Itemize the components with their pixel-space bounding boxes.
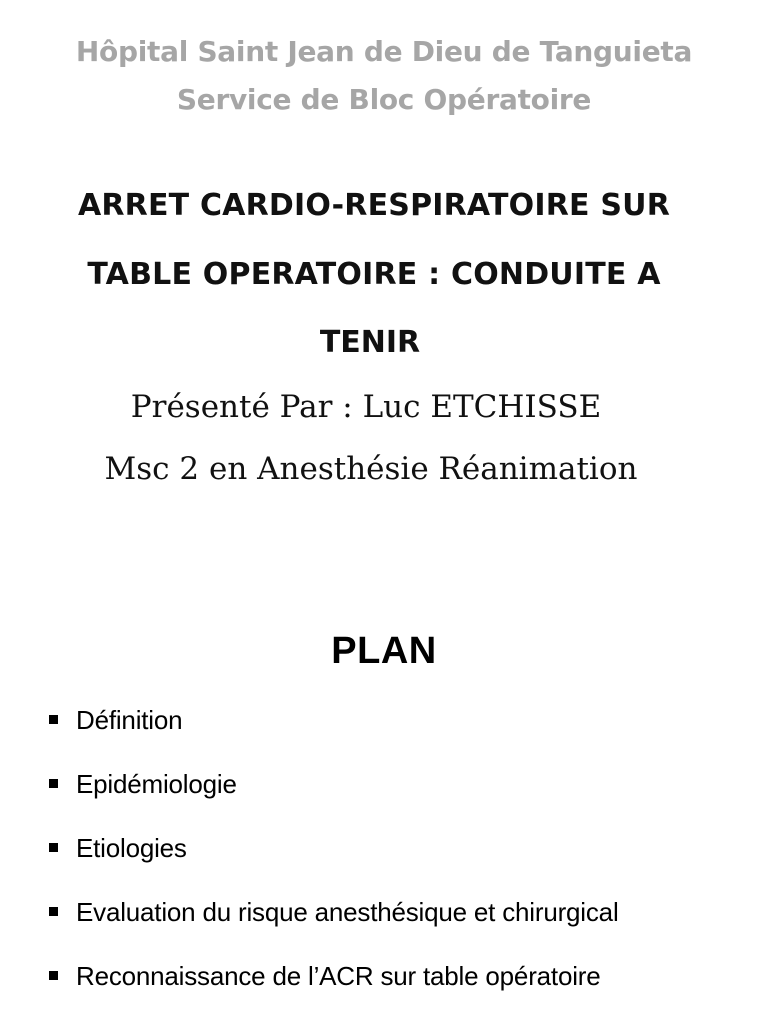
plan-list-item bbox=[46, 895, 766, 935]
plan-item-label: Reconnaissance de l’ACR sur table opératoire bbox=[76, 961, 601, 991]
plan-item-label: Evaluation du risque anesthésique et chirurgical bbox=[76, 897, 619, 927]
document-title-line-3: TENIR bbox=[319, 325, 421, 360]
presenter-name: Présenté Par : Luc ETCHISSE bbox=[130, 389, 602, 425]
department-name: Service de Bloc Opératoire bbox=[176, 83, 592, 116]
square-bullet-icon bbox=[49, 715, 58, 724]
square-bullet-icon bbox=[49, 779, 58, 788]
plan-list-item bbox=[46, 831, 766, 871]
plan-item-label: Etiologies bbox=[76, 833, 187, 863]
square-bullet-icon bbox=[49, 907, 58, 916]
plan-heading: PLAN bbox=[331, 630, 437, 672]
document-title-line-1: ARRET CARDIO-RESPIRATOIRE SUR bbox=[77, 188, 671, 223]
plan-item-label: Définition bbox=[76, 705, 183, 735]
presenter-credentials: Msc 2 en Anesthésie Réanimation bbox=[104, 451, 638, 487]
hospital-name: Hôpital Saint Jean de Dieu de Tanguieta bbox=[75, 35, 693, 68]
square-bullet-icon bbox=[49, 971, 58, 980]
plan-list-item bbox=[46, 767, 766, 807]
plan-list-item bbox=[46, 703, 766, 743]
plan-item-label: Epidémiologie bbox=[76, 769, 237, 799]
document-title-line-2: TABLE OPERATOIRE : CONDUITE A bbox=[87, 257, 661, 292]
square-bullet-icon bbox=[49, 843, 58, 852]
plan-list-item bbox=[46, 959, 766, 999]
